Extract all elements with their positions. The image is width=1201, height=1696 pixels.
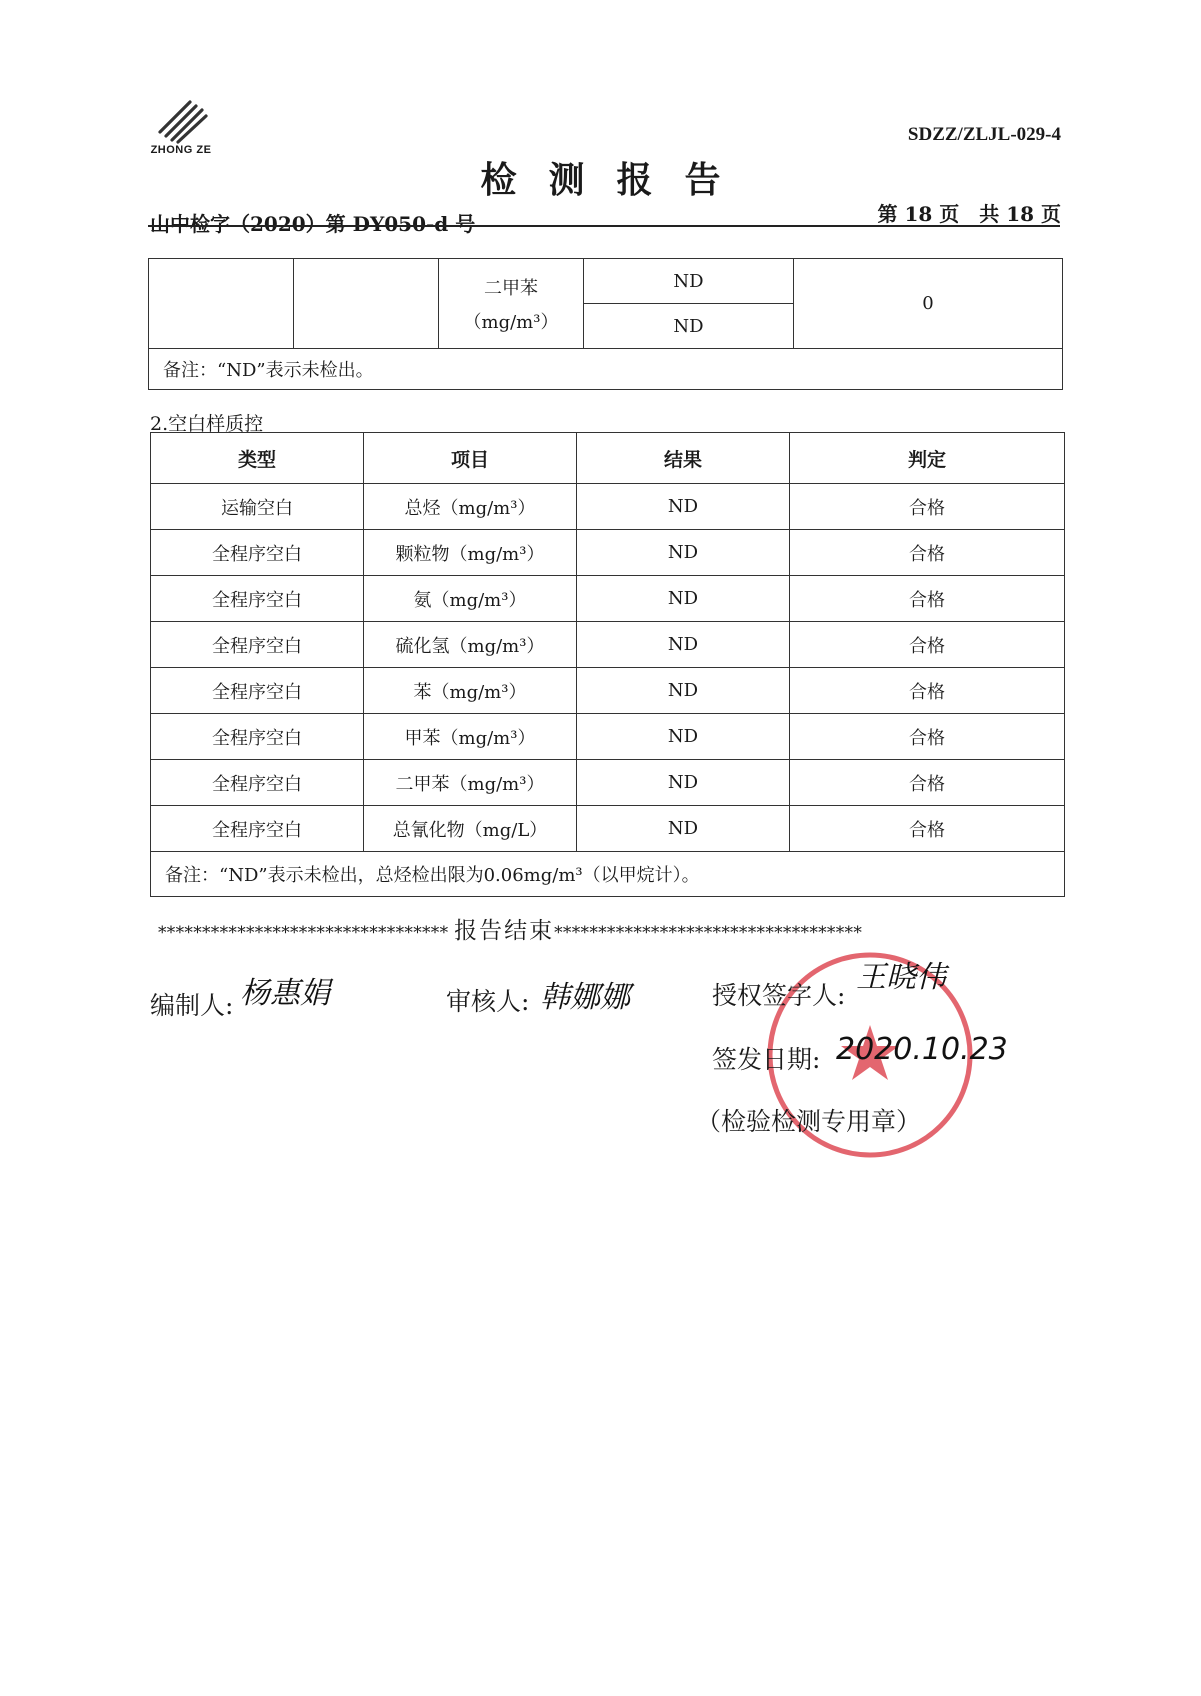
result-cell: ND (584, 304, 794, 349)
column-header: 结果 (577, 433, 790, 484)
stars-left: ********************************* (158, 923, 449, 943)
judgement-cell: 合格 (790, 668, 1065, 714)
judgement-cell: 合格 (790, 530, 1065, 576)
value-cell: 0 (794, 259, 1063, 349)
table-header-row (151, 433, 1065, 484)
page-info: 第 18 页 共 18 页 (877, 202, 1061, 226)
item-cell: 甲苯（mg/m³） (364, 714, 577, 760)
reviewer-label: 审核人: (446, 987, 530, 1016)
item-cell: 硫化氢（mg/m³） (364, 622, 577, 668)
table-row (151, 760, 1065, 806)
table-row (151, 576, 1065, 622)
column-header: 类型 (151, 433, 364, 484)
table-row (151, 484, 1065, 530)
result-cell: ND (577, 806, 790, 852)
item-unit: （mg/m³） (463, 311, 559, 333)
judgement-cell: 合格 (790, 806, 1065, 852)
issue-date: 2020.10.23 (836, 1032, 1008, 1067)
item-cell: 总氰化物（mg/L） (364, 806, 577, 852)
column-header: 项目 (364, 433, 577, 484)
table-row (151, 668, 1065, 714)
type-cell: 全程序空白 (151, 668, 364, 714)
table-row (151, 806, 1065, 852)
signer-label: 授权签字人: (712, 981, 846, 1010)
item-name: 二甲苯 (484, 277, 538, 299)
report-number: 山中检字（2020）第 DY050-d 号 (150, 212, 476, 236)
logo-mark-icon (146, 92, 216, 144)
judgement-cell: 合格 (790, 760, 1065, 806)
editor-label: 编制人: (150, 991, 234, 1020)
table-row (151, 530, 1065, 576)
report-end-text: 报告结束 (454, 918, 555, 944)
judgement-cell: 合格 (790, 576, 1065, 622)
result-cell: ND (577, 668, 790, 714)
type-cell: 全程序空白 (151, 714, 364, 760)
result-cell: ND (577, 622, 790, 668)
stamp-note: （检验检测专用章） (696, 1107, 922, 1136)
section-title: 2.空白样质控 (150, 413, 264, 435)
item-cell: 颗粒物（mg/m³） (364, 530, 577, 576)
blank-qc-table (150, 432, 1065, 897)
judgement-cell: 合格 (790, 714, 1065, 760)
table-row (151, 622, 1065, 668)
result-cell: ND (577, 576, 790, 622)
result-cell: ND (577, 760, 790, 806)
result-cell: ND (584, 259, 794, 304)
type-cell: 全程序空白 (151, 806, 364, 852)
table-note: 备注：“ND”表示未检出，总烃检出限为0.06mg/m³（以甲烷计）。 (151, 852, 1065, 897)
judgement-cell: 合格 (790, 622, 1065, 668)
item-cell: 二甲苯（mg/m³） (364, 760, 577, 806)
type-cell: 全程序空白 (151, 576, 364, 622)
table-cell-empty (149, 259, 294, 349)
header-divider (148, 225, 1060, 227)
reviewer-signature: 韩娜娜 (540, 980, 630, 1015)
item-cell: 总烃（mg/m³） (364, 484, 577, 530)
date-label: 签发日期: (712, 1045, 821, 1074)
results-table-continued (148, 258, 1063, 390)
type-cell: 运输空白 (151, 484, 364, 530)
item-cell (439, 259, 584, 349)
logo-text: ZHONG ZE (150, 144, 212, 156)
signer-signature: 王晓伟 (856, 960, 946, 995)
table-row (151, 714, 1065, 760)
result-cell: ND (577, 530, 790, 576)
column-header: 判定 (790, 433, 1065, 484)
type-cell: 全程序空白 (151, 530, 364, 576)
type-cell: 全程序空白 (151, 760, 364, 806)
editor-signature: 杨惠娟 (240, 976, 330, 1011)
page-title: 检测报告 (480, 159, 753, 201)
result-cell: ND (577, 484, 790, 530)
result-cell: ND (577, 714, 790, 760)
item-cell: 苯（mg/m³） (364, 668, 577, 714)
table-cell-empty (294, 259, 439, 349)
document-code: SDZZ/ZLJL-029-4 (907, 124, 1061, 145)
item-cell: 氨（mg/m³） (364, 576, 577, 622)
judgement-cell: 合格 (790, 484, 1065, 530)
type-cell: 全程序空白 (151, 622, 364, 668)
stars-right: *********************************** (554, 923, 863, 943)
table-note: 备注：“ND”表示未检出。 (149, 349, 1063, 390)
